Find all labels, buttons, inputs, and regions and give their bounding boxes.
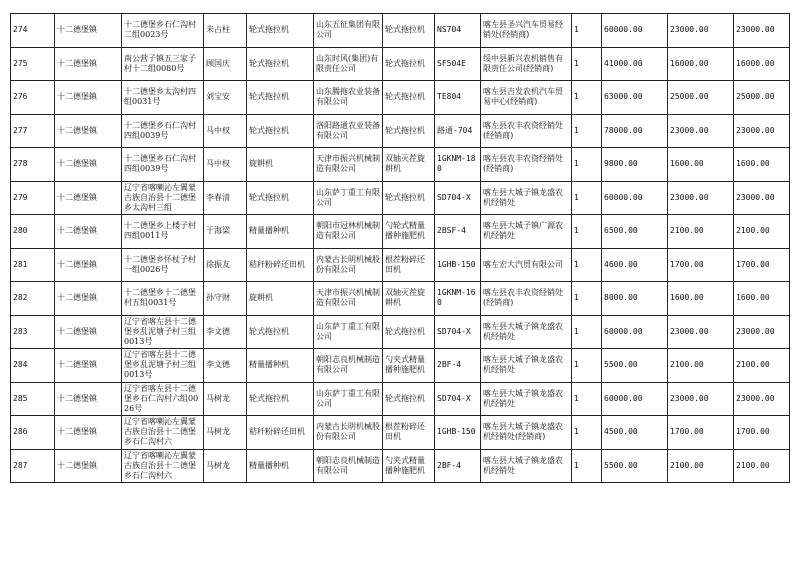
row-index: 278 — [11, 148, 55, 182]
buyer-name-cell: 于海梁 — [204, 215, 247, 249]
subsidy-cell: 2100.00 — [668, 215, 734, 249]
machine-category-cell: 轮式拖拉机 — [247, 114, 314, 148]
address-cell: 南公营子镇五三家子村十二组0080号 — [122, 47, 204, 81]
product-name-cell: 勺夹式精量播种施肥机 — [383, 349, 435, 383]
row-index: 286 — [11, 416, 55, 450]
quantity-cell: 1 — [572, 449, 602, 483]
address-cell: 十二德堡乡怀杖子村一组0026号 — [122, 248, 204, 282]
model-cell: NS704 — [435, 14, 481, 48]
manufacturer-cell: 山东五征集团有限公司 — [314, 14, 383, 48]
table-row — [11, 315, 790, 349]
row-index: 275 — [11, 47, 55, 81]
machine-category-cell: 轮式拖拉机 — [247, 315, 314, 349]
dealer-cell: 喀左县大城子镇龙盛农机经销处(经销商) — [481, 416, 572, 450]
address-cell: 十二德堡乡石仁沟村四组0039号 — [122, 114, 204, 148]
total-subsidy-cell: 2100.00 — [734, 449, 790, 483]
total-subsidy-cell: 23000.00 — [734, 315, 790, 349]
model-cell: 2BF-4 — [435, 449, 481, 483]
total-subsidy-cell: 16000.00 — [734, 47, 790, 81]
subsidy-cell: 1700.00 — [668, 416, 734, 450]
dealer-cell: 绥中县新兴农机销售有限责任公司(经销商) — [481, 47, 572, 81]
subsidy-cell: 16000.00 — [668, 47, 734, 81]
model-cell: SD704-X — [435, 181, 481, 215]
total-subsidy-cell: 23000.00 — [734, 382, 790, 416]
address-cell: 辽宁省喀喇沁左翼蒙古族自治县十二德堡乡石仁沟村六 — [122, 449, 204, 483]
address-cell: 十二德堡乡十二德堡村五组0031号 — [122, 282, 204, 316]
machine-category-cell: 轮式拖拉机 — [247, 181, 314, 215]
model-cell: 1GKNM-180 — [435, 148, 481, 182]
machine-category-cell: 秸秆粉碎还田机 — [247, 416, 314, 450]
price-cell: 8000.00 — [602, 282, 668, 316]
subsidy-cell: 2100.00 — [668, 449, 734, 483]
buyer-name-cell: 李春清 — [204, 181, 247, 215]
subsidy-table — [10, 13, 790, 483]
buyer-name-cell: 孙守财 — [204, 282, 247, 316]
machine-category-cell: 轮式拖拉机 — [247, 81, 314, 115]
product-name-cell: 轮式拖拉机 — [383, 315, 435, 349]
product-name-cell: 轮式拖拉机 — [383, 14, 435, 48]
model-cell: 2BSF-4 — [435, 215, 481, 249]
town-cell: 十二德堡镇 — [55, 449, 122, 483]
machine-category-cell: 旋耕机 — [247, 148, 314, 182]
buyer-name-cell: 未占柱 — [204, 14, 247, 48]
price-cell: 4500.00 — [602, 416, 668, 450]
quantity-cell: 1 — [572, 282, 602, 316]
total-subsidy-cell: 1700.00 — [734, 248, 790, 282]
address-cell: 十二德堡乡石仁沟村二组0023号 — [122, 14, 204, 48]
dealer-cell: 喀左县圣兴汽车贸易经销处(经销商) — [481, 14, 572, 48]
price-cell: 41000.00 — [602, 47, 668, 81]
subsidy-cell: 23000.00 — [668, 382, 734, 416]
manufacturer-cell: 山东萨丁重工有限公司 — [314, 382, 383, 416]
row-index: 276 — [11, 81, 55, 115]
quantity-cell: 1 — [572, 382, 602, 416]
table-body — [11, 14, 790, 483]
subsidy-cell: 23000.00 — [668, 181, 734, 215]
quantity-cell: 1 — [572, 81, 602, 115]
buyer-name-cell: 李文德 — [204, 315, 247, 349]
dealer-cell: 喀左县大城子镇龙盛农机经销处 — [481, 382, 572, 416]
total-subsidy-cell: 2100.00 — [734, 215, 790, 249]
subsidy-cell: 23000.00 — [668, 14, 734, 48]
total-subsidy-cell: 2100.00 — [734, 349, 790, 383]
product-name-cell: 根茬粉碎还田机 — [383, 416, 435, 450]
dealer-cell: 喀左宏大汽贸有限公司 — [481, 248, 572, 282]
table-row — [11, 416, 790, 450]
price-cell: 9800.00 — [602, 148, 668, 182]
model-cell: TE804 — [435, 81, 481, 115]
town-cell: 十二德堡镇 — [55, 282, 122, 316]
row-index: 284 — [11, 349, 55, 383]
manufacturer-cell: 天津市振兴机械制造有限公司 — [314, 282, 383, 316]
product-name-cell: 双轴灭茬旋耕机 — [383, 148, 435, 182]
town-cell: 十二德堡镇 — [55, 248, 122, 282]
buyer-name-cell: 刘宝安 — [204, 81, 247, 115]
table-row — [11, 181, 790, 215]
product-name-cell: 轮式拖拉机 — [383, 382, 435, 416]
buyer-name-cell: 徐振友 — [204, 248, 247, 282]
product-name-cell: 勺轮式精量播种施肥机 — [383, 215, 435, 249]
quantity-cell: 1 — [572, 416, 602, 450]
manufacturer-cell: 山东腾拖农业装备有限公司 — [314, 81, 383, 115]
quantity-cell: 1 — [572, 47, 602, 81]
quantity-cell: 1 — [572, 315, 602, 349]
table-row — [11, 148, 790, 182]
model-cell: 2BF-4 — [435, 349, 481, 383]
town-cell: 十二德堡镇 — [55, 148, 122, 182]
table-row — [11, 449, 790, 483]
row-index: 283 — [11, 315, 55, 349]
dealer-cell: 喀左县大城子镇龙盛农机经销处 — [481, 449, 572, 483]
town-cell: 十二德堡镇 — [55, 181, 122, 215]
price-cell: 60000.00 — [602, 382, 668, 416]
quantity-cell: 1 — [572, 148, 602, 182]
subsidy-cell: 2100.00 — [668, 349, 734, 383]
town-cell: 十二德堡镇 — [55, 416, 122, 450]
quantity-cell: 1 — [572, 215, 602, 249]
address-cell: 辽宁省喀左县十二德堡乡乱泥塘子村三组0013号 — [122, 349, 204, 383]
town-cell: 十二德堡镇 — [55, 47, 122, 81]
price-cell: 4600.00 — [602, 248, 668, 282]
row-index: 287 — [11, 449, 55, 483]
model-cell: 1GKNM-160 — [435, 282, 481, 316]
model-cell: 1GHB-150 — [435, 416, 481, 450]
price-cell: 78000.00 — [602, 114, 668, 148]
address-cell: 辽宁省喀左县十二德堡乡乱泥塘子村三组0013号 — [122, 315, 204, 349]
row-index: 280 — [11, 215, 55, 249]
manufacturer-cell: 天津市振兴机械制造有限公司 — [314, 148, 383, 182]
subsidy-cell: 1600.00 — [668, 282, 734, 316]
subsidy-cell: 23000.00 — [668, 315, 734, 349]
total-subsidy-cell: 1600.00 — [734, 148, 790, 182]
subsidy-cell: 25000.00 — [668, 81, 734, 115]
table-row — [11, 114, 790, 148]
machine-category-cell: 秸秆粉碎还田机 — [247, 248, 314, 282]
table-row — [11, 248, 790, 282]
table-row — [11, 282, 790, 316]
product-name-cell: 轮式拖拉机 — [383, 114, 435, 148]
row-index: 274 — [11, 14, 55, 48]
machine-category-cell: 精量播种机 — [247, 349, 314, 383]
total-subsidy-cell: 23000.00 — [734, 181, 790, 215]
manufacturer-cell: 山东萨丁重工有限公司 — [314, 315, 383, 349]
machine-category-cell: 精量播种机 — [247, 449, 314, 483]
town-cell: 十二德堡镇 — [55, 315, 122, 349]
table-row — [11, 47, 790, 81]
table-row — [11, 81, 790, 115]
address-cell: 十二德堡乡石仁沟村四组0039号 — [122, 148, 204, 182]
dealer-cell: 喀左县大城子镇广源农机经销处 — [481, 215, 572, 249]
manufacturer-cell: 朝阳志良机械制造有限公司 — [314, 349, 383, 383]
address-cell: 辽宁省喀左县十二德堡乡石仁沟村六组0026号 — [122, 382, 204, 416]
town-cell: 十二德堡镇 — [55, 14, 122, 48]
quantity-cell: 1 — [572, 14, 602, 48]
dealer-cell: 喀左县农丰农资经销处(经销商) — [481, 114, 572, 148]
model-cell: 路通-704 — [435, 114, 481, 148]
subsidy-cell: 1700.00 — [668, 248, 734, 282]
product-name-cell: 轮式拖拉机 — [383, 47, 435, 81]
machine-category-cell: 轮式拖拉机 — [247, 47, 314, 81]
machine-category-cell: 旋耕机 — [247, 282, 314, 316]
manufacturer-cell: 内蒙古长明机械股份有限公司 — [314, 248, 383, 282]
price-cell: 6500.00 — [602, 215, 668, 249]
dealer-cell: 喀左县农丰农资经销处(经销商) — [481, 148, 572, 182]
machine-category-cell: 轮式拖拉机 — [247, 14, 314, 48]
town-cell: 十二德堡镇 — [55, 349, 122, 383]
address-cell: 辽宁省喀喇沁左翼蒙古族自治县十二德堡乡太沟村三组 — [122, 181, 204, 215]
table-row — [11, 215, 790, 249]
product-name-cell: 根茬粉碎还田机 — [383, 248, 435, 282]
price-cell: 5500.00 — [602, 449, 668, 483]
total-subsidy-cell: 25000.00 — [734, 81, 790, 115]
price-cell: 63000.00 — [602, 81, 668, 115]
dealer-cell: 喀左县农丰农资经销处(经销商) — [481, 282, 572, 316]
subsidy-cell: 1600.00 — [668, 148, 734, 182]
product-name-cell: 轮式拖拉机 — [383, 81, 435, 115]
address-cell: 十二德堡乡太沟村四组0031号 — [122, 81, 204, 115]
town-cell: 十二德堡镇 — [55, 114, 122, 148]
address-cell: 辽宁省喀喇沁左翼蒙古族自治县十二德堡乡石仁沟村六 — [122, 416, 204, 450]
buyer-name-cell: 李文德 — [204, 349, 247, 383]
row-index: 282 — [11, 282, 55, 316]
row-index: 277 — [11, 114, 55, 148]
town-cell: 十二德堡镇 — [55, 215, 122, 249]
manufacturer-cell: 内蒙古长明机械股份有限公司 — [314, 416, 383, 450]
product-name-cell: 轮式拖拉机 — [383, 181, 435, 215]
model-cell: SF504E — [435, 47, 481, 81]
table-row — [11, 382, 790, 416]
buyer-name-cell: 马中权 — [204, 148, 247, 182]
buyer-name-cell: 马树龙 — [204, 449, 247, 483]
machine-category-cell: 轮式拖拉机 — [247, 382, 314, 416]
buyer-name-cell: 马中权 — [204, 114, 247, 148]
manufacturer-cell: 山东时风(集团)有限责任公司 — [314, 47, 383, 81]
total-subsidy-cell: 1700.00 — [734, 416, 790, 450]
buyer-name-cell: 马树龙 — [204, 382, 247, 416]
product-name-cell: 勺夹式精量播种施肥机 — [383, 449, 435, 483]
quantity-cell: 1 — [572, 248, 602, 282]
dealer-cell: 喀左县大城子镇龙盛农机经销处 — [481, 181, 572, 215]
total-subsidy-cell: 23000.00 — [734, 14, 790, 48]
buyer-name-cell: 顾国庆 — [204, 47, 247, 81]
table-row — [11, 349, 790, 383]
town-cell: 十二德堡镇 — [55, 382, 122, 416]
model-cell: SD704-X — [435, 382, 481, 416]
price-cell: 60000.00 — [602, 181, 668, 215]
price-cell: 60000.00 — [602, 315, 668, 349]
dealer-cell: 喀左县大城子镇龙盛农机经销处 — [481, 349, 572, 383]
total-subsidy-cell: 1600.00 — [734, 282, 790, 316]
dealer-cell: 喀左县吉发农机汽车贸易中心(经销商) — [481, 81, 572, 115]
product-name-cell: 双轴灭茬旋耕机 — [383, 282, 435, 316]
quantity-cell: 1 — [572, 114, 602, 148]
row-index: 281 — [11, 248, 55, 282]
dealer-cell: 喀左县大城子镇龙盛农机经销处 — [481, 315, 572, 349]
manufacturer-cell: 山东萨丁重工有限公司 — [314, 181, 383, 215]
machine-category-cell: 精量播种机 — [247, 215, 314, 249]
subsidy-cell: 23000.00 — [668, 114, 734, 148]
model-cell: SD704-X — [435, 315, 481, 349]
quantity-cell: 1 — [572, 349, 602, 383]
row-index: 279 — [11, 181, 55, 215]
address-cell: 十二德堡乡上楼子村四组0011号 — [122, 215, 204, 249]
town-cell: 十二德堡镇 — [55, 81, 122, 115]
model-cell: 1GHB-150 — [435, 248, 481, 282]
price-cell: 5500.00 — [602, 349, 668, 383]
table-row — [11, 14, 790, 48]
row-index: 285 — [11, 382, 55, 416]
manufacturer-cell: 洛阳路通农业装备有限公司 — [314, 114, 383, 148]
buyer-name-cell: 马树龙 — [204, 416, 247, 450]
quantity-cell: 1 — [572, 181, 602, 215]
manufacturer-cell: 朝阳志良机械制造有限公司 — [314, 449, 383, 483]
price-cell: 60000.00 — [602, 14, 668, 48]
manufacturer-cell: 朝阳市冠林机械制造有限公司 — [314, 215, 383, 249]
total-subsidy-cell: 23000.00 — [734, 114, 790, 148]
